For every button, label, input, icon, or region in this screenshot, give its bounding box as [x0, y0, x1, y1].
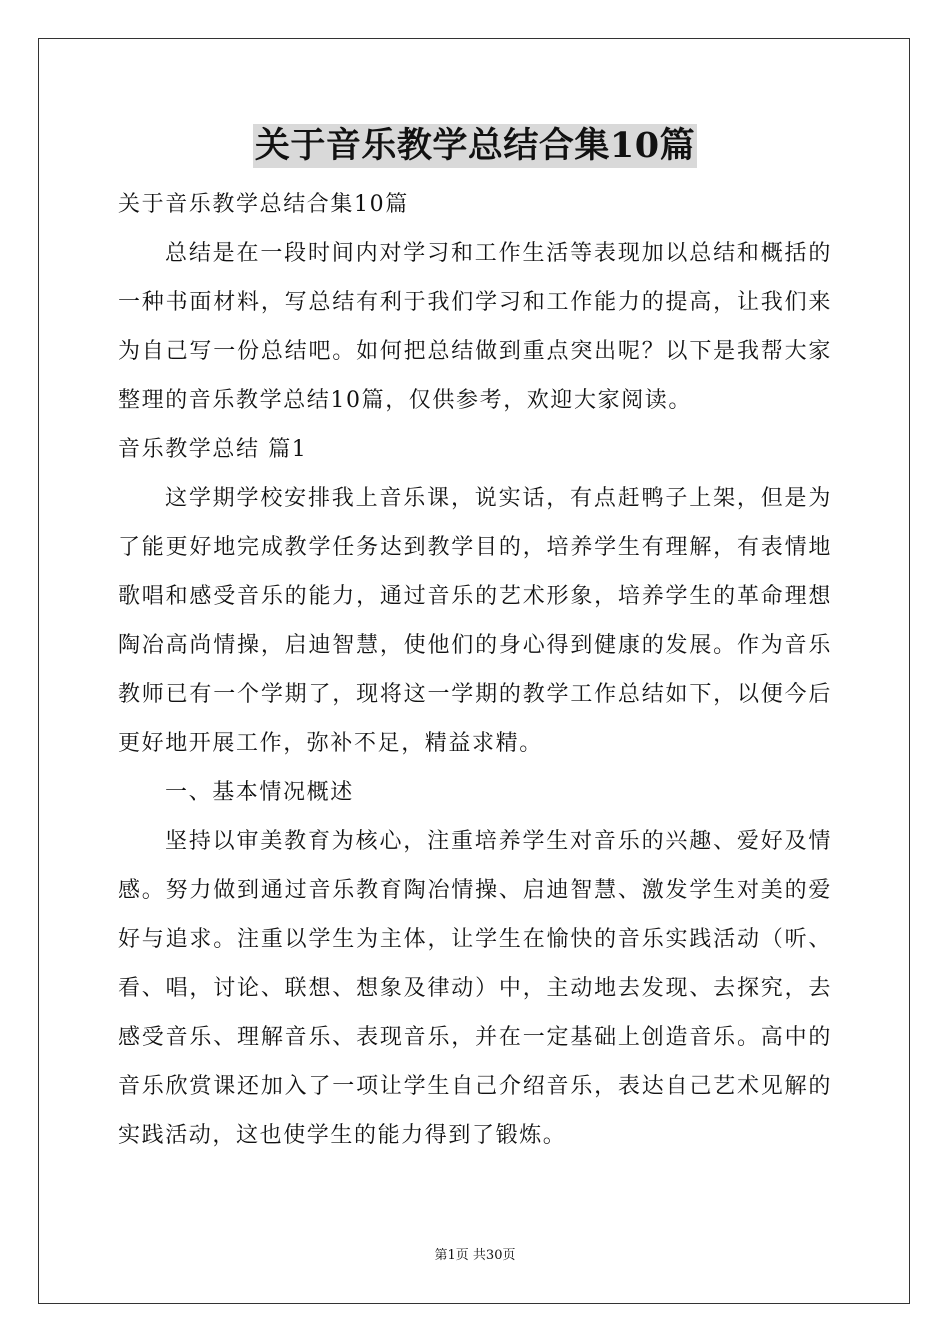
body-paragraph: 坚持以审美教育为核心，注重培养学生对音乐的兴趣、爱好及情感。努力做到通过音乐教育陶冶情操、启迪智慧、激发学生对美的爱好与追求。注重以学生为主体，让学生在愉快的音乐实践活动（听、看、唱，讨论、联想、想象及律动）中，主动地去发现、去探究，去感受音乐、理解音乐、表现音乐，并在一定基础上创造音乐。高中的音乐欣赏课还加入了一项让学生自己介绍音乐，表达自己艺术见解的实践活动，这也使学生的能力得到了锻炼。 [118, 829, 832, 1148]
intro-paragraph: 总结是在一段时间内对学习和工作生活等表现加以总结和概括的一种书面材料，写总结有利于我们学习和工作能力的提高，让我们来为自己写一份总结吧。如何把总结做到重点突出呢？以下是我帮大家整理的音乐教学总结10篇，仅供参考，欢迎大家阅读。 [118, 241, 832, 413]
document-title: 关于音乐教学总结合集10篇 [254, 125, 696, 166]
body-paragraph: 这学期学校安排我上音乐课，说实话，有点赶鸭子上架，但是为了能更好地完成教学任务达到教学目的，培养学生有理解，有表情地歌唱和感受音乐的能力，通过音乐的艺术形象，培养学生的革命理想陶冶高尚情操，启迪智慧，使他们的身心得到健康的发展。作为音乐教师已有一个学期了，现将这一学期的教学工作总结如下，以便今后更好地开展工作，弥补不足，精益求精。 [118, 486, 832, 756]
subtitle-line: 关于音乐教学总结合集10篇 [118, 192, 409, 217]
title-container [0, 124, 950, 168]
section-heading: 音乐教学总结 篇1 [118, 437, 308, 462]
document-body [118, 180, 832, 1160]
page-footer: 第1页 共30页 [434, 1248, 516, 1263]
subsection-heading: 一、基本情况概述 [165, 780, 354, 805]
